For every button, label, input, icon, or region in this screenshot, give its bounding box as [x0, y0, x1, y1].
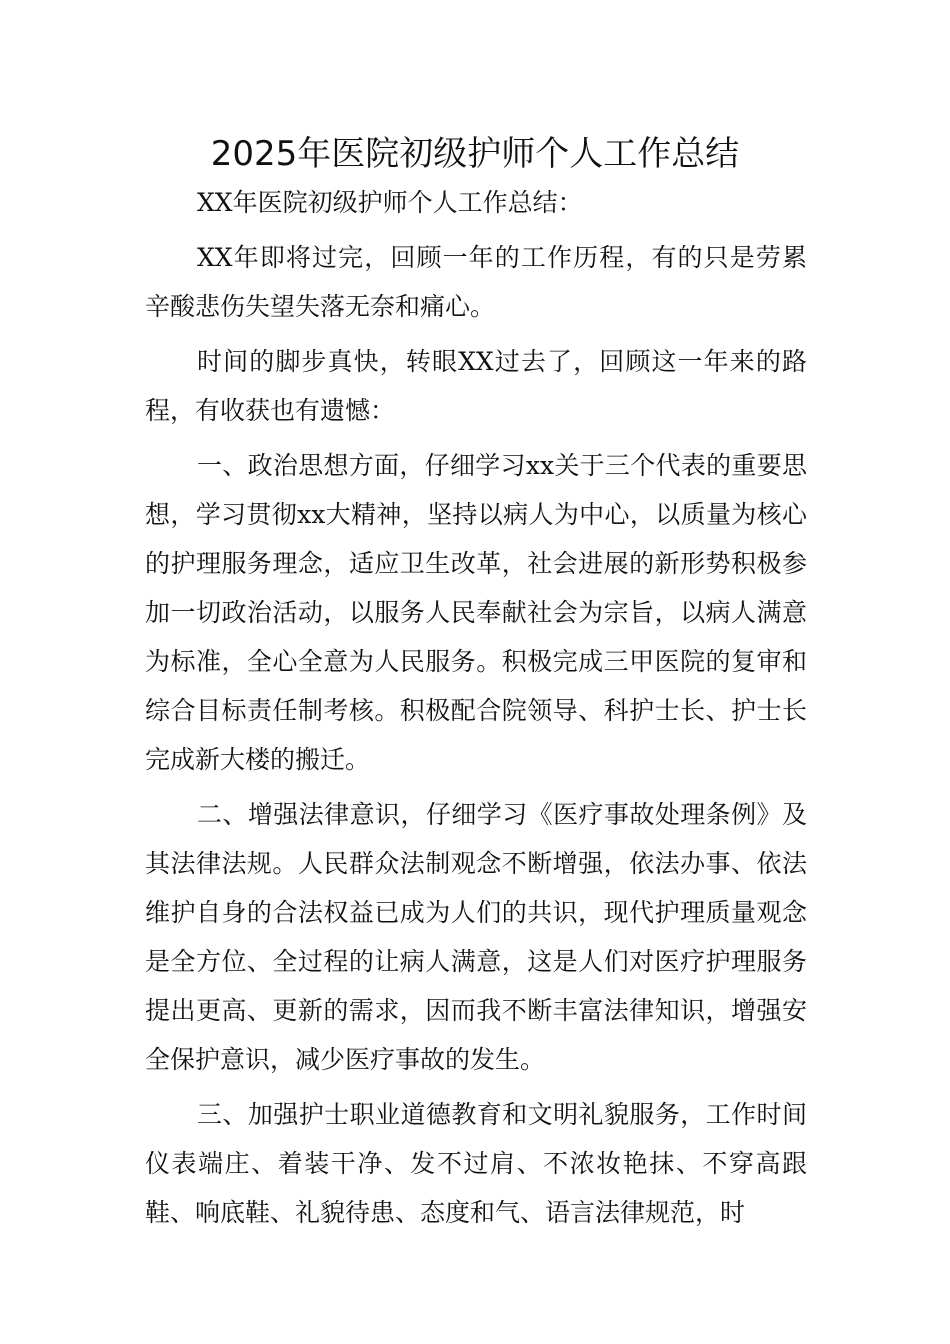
paragraph-intro: XX年即将过完，回顾一年的工作历程，有的只是劳累辛酸悲伤失望失落无奈和痛心。: [145, 243, 807, 321]
paragraph-section-1: 一、政治思想方面，仔细学习xx关于三个代表的重要思想，学习贯彻xx大精神，坚持以病人为中心，以质量为核心的护理服务理念，适应卫生改革，社会进展的新形势积极参加一切政治活动，以服务人民奉献社会为宗旨，以病人满意为标准，全心全意为人民服务。积极完成三甲医院的复审和综合目标责任制考核。积极配合院领导、科护士长、护士长完成新大楼的搬迁。: [145, 451, 807, 774]
document-body: [145, 178, 807, 1243]
paragraph-review: 时间的脚步真快，转眼XX过去了，回顾这一年来的路程，有收获也有遗憾：: [145, 347, 807, 425]
paragraph-section-2: 二、增强法律意识，仔细学习《医疗事故处理条例》及其法律法规。人民群众法制观念不断增强，依法办事、依法维护自身的合法权益已成为人们的共识，现代护理质量观念是全方位、全过程的让病人满意，这是人们对医疗护理服务提出更高、更新的需求，因而我不断丰富法律知识，增强安全保护意识，减少医疗事故的发生。: [145, 800, 807, 1074]
paragraph-section-3: 三、加强护士职业道德教育和文明礼貌服务，工作时间仪表端庄、着装干净、发不过肩、不浓妆艳抹、不穿高跟鞋、响底鞋、礼貌待患、态度和气、语言法律规范，时: [145, 1100, 807, 1227]
paragraph-greeting: XX年医院初级护师个人工作总结：: [197, 188, 583, 217]
document-title: 2025年医院初级护师个人工作总结: [210, 134, 740, 174]
